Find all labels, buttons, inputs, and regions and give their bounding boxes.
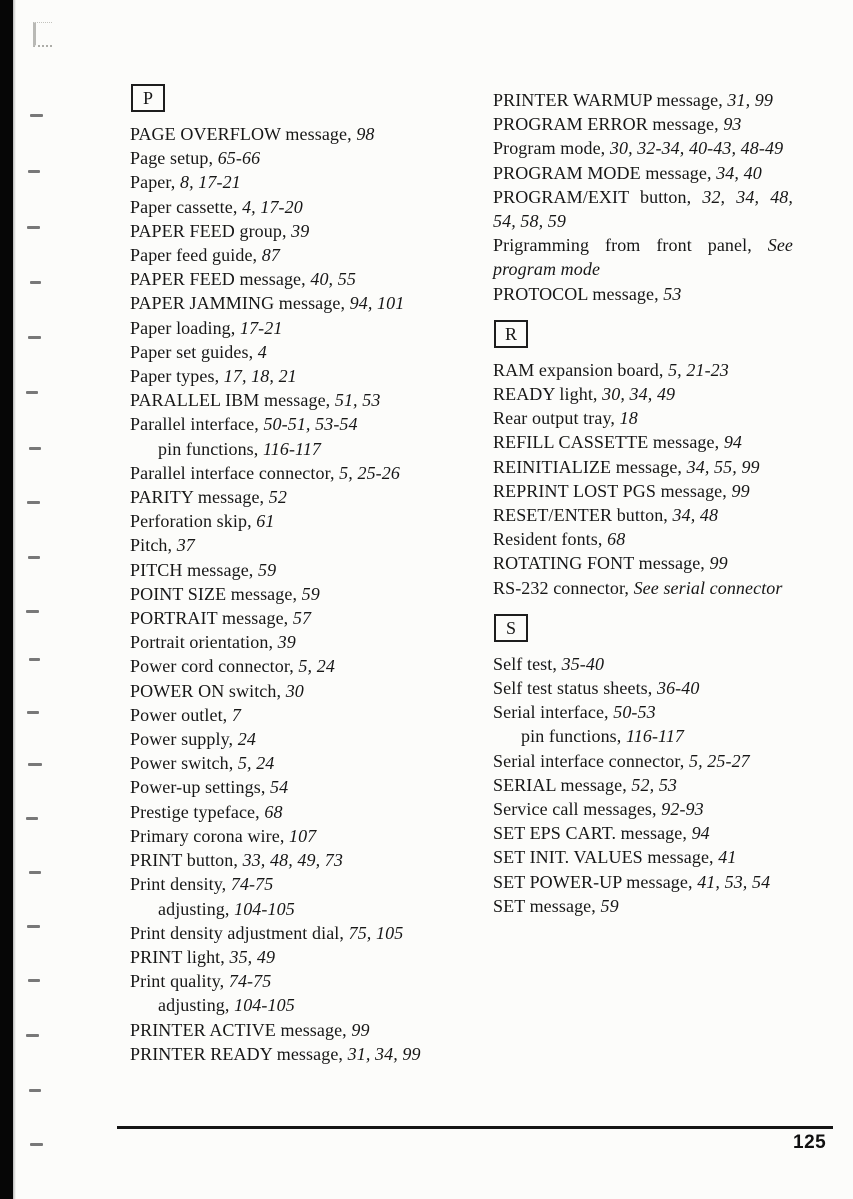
margin-mark [27,925,40,928]
entry-pages: 33, 48, 49, 73 [242,850,343,871]
margin-mark [26,610,39,613]
index-entry [493,527,793,551]
index-entry [130,316,478,340]
entry-pages: 41, 53, 54 [697,871,771,892]
entry-term: Parallel interface connector, [130,462,340,483]
index-entry [130,824,478,848]
index-entry [130,533,478,557]
entry-term: PROTOCOL message, [493,283,664,304]
margin-mark [29,871,41,874]
entry-term: Power-up settings, [130,777,271,798]
entry-term: Paper loading, [130,317,240,338]
index-entry [130,195,478,219]
index-entry [493,282,793,306]
entry-term: Paper cassette, [130,196,243,217]
entry-pages: 107 [289,825,317,846]
entry-term: POINT SIZE message, [130,583,302,604]
entry-pages: 5, 24 [298,656,335,677]
entry-pages: 4, 17-20 [242,196,303,217]
entry-term: SET POWER-UP message, [493,871,698,892]
entry-pages: 50-53 [613,702,656,723]
index-entry [130,872,478,896]
entry-pages: 59 [600,895,619,916]
entry-term: SET INIT. VALUES message, [493,847,719,868]
entry-pages: 87 [261,245,280,266]
index-entry [493,455,793,479]
entry-pages: 31, 34, 99 [347,1043,421,1064]
index-entry [493,894,793,918]
entry-pages: 34, 48 [672,505,719,526]
entry-pages: 53 [663,283,682,304]
entry-pages: 40, 55 [310,269,356,290]
margin-mark [30,1143,43,1146]
entry-pages: 50-51, 53-54 [263,414,358,435]
index-entry [493,700,793,724]
entry-pages: 36-40 [656,678,700,699]
entry-pages: 34, 40 [716,162,762,183]
entry-term: SET EPS CART. message, [493,823,692,844]
entry-pages: 99 [731,480,750,501]
margin-mark [30,114,43,117]
margin-mark [26,1034,39,1037]
index-entry [493,406,793,430]
entry-pages: 59 [301,583,320,604]
entry-pages: 39 [277,632,296,653]
entry-pages: 94 [723,432,743,453]
margin-mark [27,501,40,504]
entry-term: REINITIALIZE message, [493,456,687,477]
entry-pages: 65-66 [217,148,261,169]
entry-pages: 5, 24 [237,753,275,774]
index-entry [130,364,478,388]
entry-term: PRINTER WARMUP message, [493,90,728,110]
page-number: 125 [793,1132,827,1153]
index-entry [493,652,793,676]
index-entry [493,845,793,869]
entry-term: RAM expansion board, [493,359,669,380]
entry-pages: 57 [292,608,312,629]
margin-mark [29,447,41,450]
entry-pages: 104-105 [234,898,295,919]
entry-pages: 5, 25-26 [339,462,400,483]
entry-term: Paper, [130,172,180,193]
entry-term: Rear output tray, [493,408,620,429]
entry-pages: 41 [718,847,737,868]
margin-mark [28,336,41,339]
margin-mark [28,979,40,982]
index-entry [130,461,478,485]
margin-mark [29,658,40,661]
entry-pages: 104-105 [234,995,295,1016]
entry-term: Resident fonts, [493,529,608,550]
entry-term: SERIAL message, [493,774,632,795]
entry-term: Portrait orientation, [130,632,278,653]
index-entry [493,503,793,527]
index-entry [130,606,478,630]
index-entry [493,358,793,382]
entry-term: Serial interface, [493,702,614,723]
entry-term: Prigramming from front panel, [493,235,768,256]
entry-pages: 39 [291,220,310,241]
entry-term: Power cord connector, [130,656,299,677]
entry-term: Power outlet, [130,704,232,725]
entry-term: PAPER FEED message, [130,269,311,290]
index-entry [130,751,478,775]
section-letter-s: S [494,614,528,642]
entry-term: adjusting, [158,898,235,919]
entry-pages: 54 [270,777,289,798]
entry-pages: 74-75 [230,874,274,895]
index-entry [130,388,478,412]
index-column-left [130,84,478,1066]
entry-term: Paper set guides, [130,341,258,362]
section-letter-p: P [131,84,165,112]
entry-term: SET message, [493,895,601,916]
index-entry [130,703,478,727]
entry-term: Paper feed guide, [130,245,262,266]
index-entry [130,146,478,170]
entry-pages: 51, 53 [334,390,381,411]
index-entry [130,243,478,267]
entry-term: PAPER FEED group, [130,220,292,241]
entry-term: Serial interface connector, [493,750,689,771]
entry-term: RESET/ENTER button, [493,505,673,526]
entry-term: PARALLEL IBM message, [130,390,335,411]
entry-pages: 35-40 [561,653,605,674]
entry-pages: 52, 53 [631,774,678,795]
entry-term: READY light, [493,384,603,405]
margin-mark [29,1089,41,1092]
entry-pages: 7 [231,704,241,725]
index-entry [493,797,793,821]
entry-pages: 93 [723,114,742,135]
margin-mark [28,763,42,766]
index-entry [493,161,793,185]
entry-pages: 68 [264,801,283,822]
entry-term: Self test status sheets, [493,678,657,699]
index-entry [130,921,478,945]
section-letter-row [131,84,478,114]
entry-term: Print density, [130,874,231,895]
index-entry [130,945,478,969]
section-letter-r: R [494,320,528,348]
index-entry [130,1042,478,1066]
entry-pages: 116-117 [626,726,685,747]
entry-pages: 30, 32-34, 40-43, 48-49 [609,138,784,159]
entry-term: Perforation skip, [130,511,257,532]
entry-term: PAGE OVERFLOW message, [130,124,357,144]
entry-term: Program mode, [493,138,610,159]
entry-term: pin functions, [521,726,626,747]
index-entry [493,676,793,700]
entry-pages: 30 [285,680,304,701]
entry-term: Page setup, [130,148,218,169]
index-entry [493,551,793,575]
index-entry [130,1018,478,1042]
index-entry [493,749,793,773]
entry-pages: 99 [709,553,728,574]
section-letter-row [494,320,793,350]
entry-pages: See program mode [493,235,793,280]
entry-term: PARITY message, [130,487,269,508]
index-entry [130,679,478,703]
entry-pages: 4 [257,341,267,362]
index-entry [130,412,478,436]
entry-pages: 52 [268,487,287,508]
index-entry [493,136,793,160]
entry-term: Prestige typeface, [130,801,265,822]
entry-term: REPRINT LOST PGS message, [493,480,732,501]
entry-pages: 94 [691,823,710,844]
index-entry [130,848,478,872]
entry-pages: 37 [176,535,195,556]
entry-term: PROGRAM ERROR message, [493,114,724,135]
margin-mark [26,391,38,394]
index-entry [130,582,478,606]
margin-mark [28,556,40,559]
index-entry [493,382,793,406]
index-entry [493,233,793,281]
entry-term: PRINTER ACTIVE message, [130,1019,352,1040]
index-entry [493,112,793,136]
index-entry [130,727,478,751]
index-entry [493,430,793,454]
index-entry [130,437,478,461]
entry-term: Power switch, [130,753,238,774]
index-entry [493,479,793,503]
entry-term: Self test, [493,653,562,674]
entry-term: PRINT button, [130,850,243,871]
entry-pages: 116-117 [263,438,322,459]
entry-term: Print density adjustment dial, [130,922,349,943]
margin-mark [28,170,40,173]
entry-term: PRINT light, [130,946,230,967]
footer-rule [117,1126,833,1129]
entry-term: pin functions, [158,438,263,459]
entry-pages: 34, 55, 99 [686,456,760,477]
entry-term: REFILL CASSETTE message, [493,432,724,453]
index-entry [493,185,793,233]
index-entry [130,993,478,1017]
entry-pages: 92-93 [661,799,704,820]
entry-pages: 32, 34, 48, 54, 58, 59 [493,186,793,232]
entry-pages: 30, 34, 49 [602,384,676,405]
entry-term: PROGRAM/EXIT button, [493,186,703,207]
index-entry [130,969,478,993]
entry-term: Parallel interface, [130,414,264,435]
index-entry [130,800,478,824]
entry-pages: 94, 101 [349,293,405,314]
entry-term: adjusting, [158,995,235,1016]
entry-term: Service call messages, [493,799,662,820]
index-entry [130,170,478,194]
entry-pages: 74-75 [228,971,272,992]
entry-pages: 5, 21-23 [668,359,729,380]
entry-pages: 61 [256,511,275,532]
margin-mark [27,711,39,714]
section-letter-row [494,614,793,644]
entry-term: PRINTER READY message, [130,1043,348,1064]
index-entry [493,724,793,748]
index-entry [130,654,478,678]
index-entry [493,576,793,600]
scan-smudge [33,22,52,47]
margin-mark [27,226,40,229]
entry-term: ROTATING FONT message, [493,553,710,574]
index-entry [130,291,478,315]
index-entry [130,267,478,291]
index-entry [130,122,478,146]
entry-pages: 18 [619,408,638,429]
entry-term: RS-232 connector, [493,577,634,598]
index-entry [130,630,478,654]
entry-term: Print quality, [130,971,229,992]
index-column-right [493,88,793,918]
entry-pages: 59 [257,559,277,580]
entry-pages: 68 [607,529,626,550]
index-entry [130,485,478,509]
entry-term: Primary corona wire, [130,825,290,846]
entry-term: Paper types, [130,366,224,387]
scan-edge-bar [0,0,13,1199]
index-entry [493,88,793,112]
entry-pages: 5, 25-27 [688,750,750,771]
entry-pages: 99 [351,1019,370,1040]
index-entry [130,340,478,364]
index-entry [493,773,793,797]
index-entry [130,509,478,533]
entry-pages: 98 [356,124,375,144]
entry-term: PORTRAIT message, [130,608,293,629]
margin-mark [30,281,41,284]
entry-term: PROGRAM MODE message, [493,162,717,183]
index-entry [130,219,478,243]
entry-term: PITCH message, [130,559,258,580]
entry-pages: 31, 99 [727,90,774,110]
index-entry [493,821,793,845]
entry-term: PAPER JAMMING message, [130,293,350,314]
scan-edge-shadow [13,0,16,1199]
entry-pages: 17, 18, 21 [223,366,297,387]
margin-mark [26,817,38,820]
index-entry [130,775,478,799]
entry-pages: 35, 49 [229,946,276,967]
entry-pages: See serial connector [633,577,783,598]
entry-pages: 75, 105 [348,922,404,943]
index-entry [493,870,793,894]
entry-pages: 8, 17-21 [179,172,241,193]
entry-pages: 24 [237,729,256,750]
entry-pages: 17-21 [239,317,283,338]
entry-term: Power supply, [130,729,238,750]
entry-term: Pitch, [130,535,177,556]
entry-term: POWER ON switch, [130,680,286,701]
index-entry [130,558,478,582]
index-entry [130,897,478,921]
